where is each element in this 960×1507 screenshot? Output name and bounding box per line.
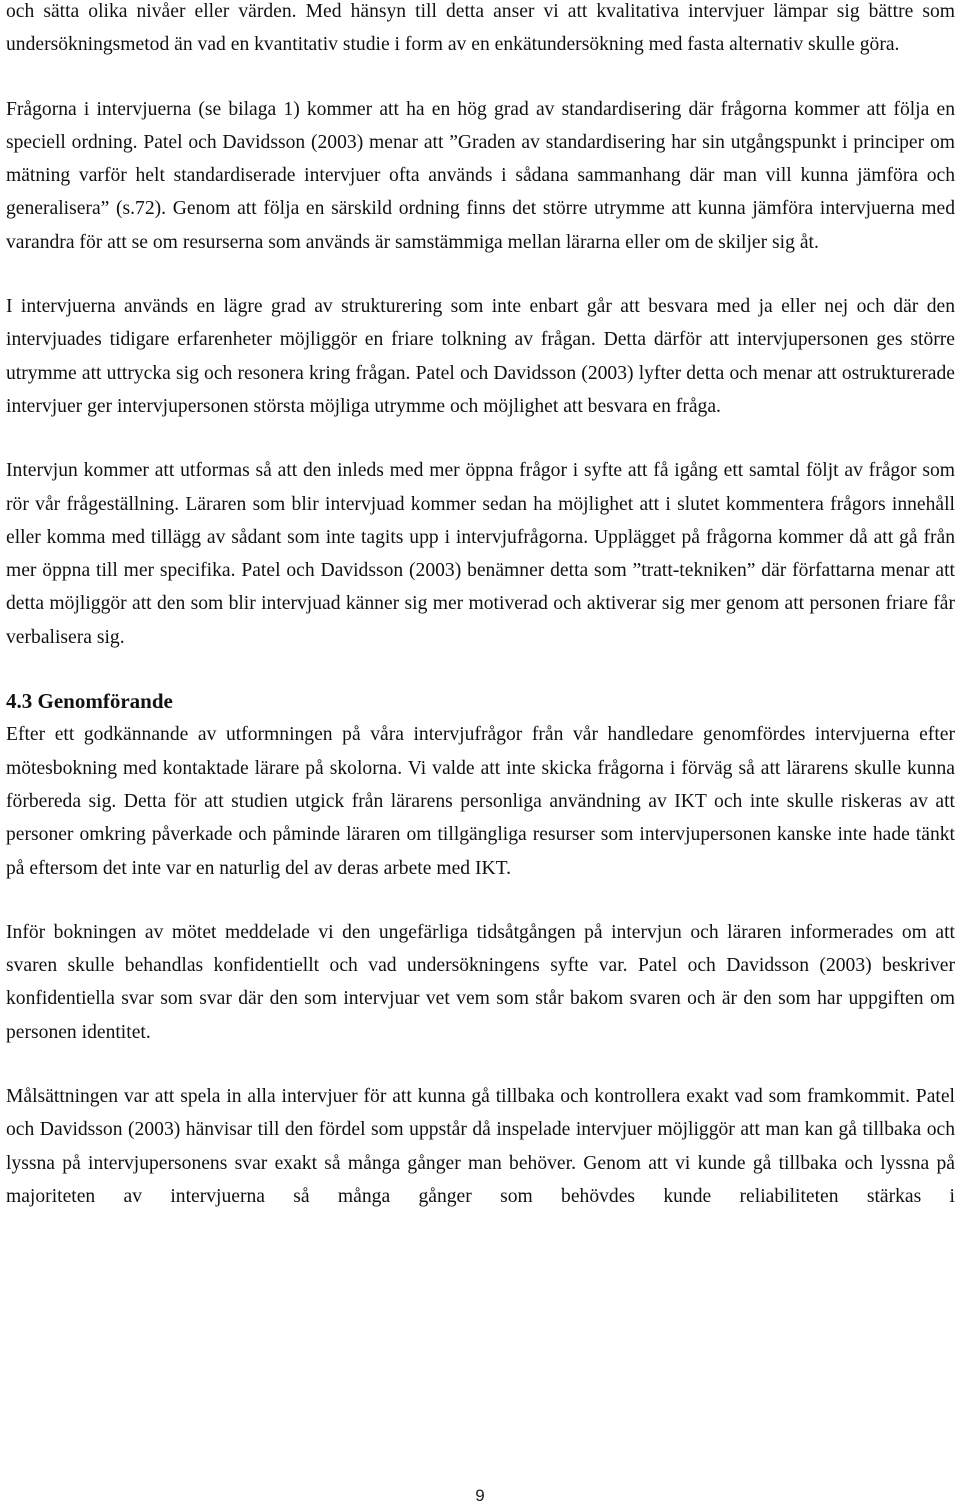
paragraph-gap [6, 1049, 955, 1080]
paragraph-bokning: Inför bokningen av mötet meddelade vi den ungefärliga tidsåtgången på intervjun och läraren informerades om att svaren skulle behandlas konfidentiellt och vad undersökningens syfte var. Patel och Davidsson (2003) beskriver konfidentiella svar som svar där den som intervjuar vet vem som står bakom svaren och är den som har uppgiften om personen identitet. [6, 921, 955, 1043]
document-page [6, 0, 955, 1213]
section-heading: 4.3 Genomförande [6, 689, 173, 714]
page-number: 9 [475, 1486, 485, 1505]
paragraph-gap [6, 654, 955, 685]
paragraph-tratt-tekniken: Intervjun kommer att utformas så att den inleds med mer öppna frågor i syfte att få igång ett samtal följt av frågor som rör vår frågeställning. Läraren som blir intervjuad kommer sedan ha möjlighet att i slutet kommentera frågors innehåll eller komma med tillägg av sådant som inte tagits upp i intervjufrågorna. Upplägget på frågorna kommer då att gå från mer öppna till mer specifika. Patel och Davidsson (2003) benämner detta som ”tratt-tekniken” där författarna menar att detta möjliggör att den som blir intervjuad känner sig mer motiverad och aktiverar sig mer genom att personen friare får verbalisera sig. [6, 460, 955, 648]
paragraph-malsattning: Målsättningen var att spela in alla intervjuer för att kunna gå tillbaka och kontrollera exakt vad som framkommit. Patel och Davidsson (2003) hänvisar till den fördel som uppstår då inspelade intervjuer möjliggör att man kan gå tillbaka och lyssna på intervjupersonens svar exakt så många gånger man behöver. Genom att vi kunde gå tillbaka och lyssna på majoriteten av intervjuerna så många gånger som behövdes kunde reliabiliteten stärkas i [6, 1086, 955, 1207]
paragraph-gap [6, 259, 955, 290]
paragraph-gap [6, 885, 955, 916]
paragraph-gap [6, 423, 955, 454]
paragraph-continuation: och sätta olika nivåer eller värden. Med hänsyn till detta anser vi att kvalitativa intervjuer lämpar sig bättre som undersökningsmetod än vad en kvantitativ studie i form av en enkätundersökning med fasta alternativ skulle göra. [6, 1, 955, 56]
paragraph-standardisering: Frågorna i intervjuerna (se bilaga 1) kommer att ha en hög grad av standardisering där frågorna kommer att följa en speciell ordning. Patel och Davidsson (2003) menar att ”Graden av standardisering har sin utgångspunkt i principer om mätning varför helt standardiserade intervjuer ofta används i sådana sammanhang där man vill kunna jämföra och generalisera” (s.72). Genom att följa en särskild ordning finns det större utrymme att kunna jämföra intervjuerna med varandra för att se om resurserna som används är samstämmiga mellan lärarna eller om de skiljer sig åt. [6, 98, 955, 253]
paragraph-gap [6, 62, 955, 93]
paragraph-strukturering: I intervjuerna används en lägre grad av strukturering som inte enbart går att besvara med ja eller nej och där den intervjuades tidigare erfarenheter möjliggör en friare tolkning av frågan. Detta därför att intervjupersonen ges större utrymme att uttrycka sig och resonera kring frågan. Patel och Davidsson (2003) lyfter detta och menar att ostrukturerade intervjuer ger intervjupersonen största möjliga utrymme och möjlighet att besvara en fråga. [6, 296, 955, 417]
paragraph-genomforande: Efter ett godkännande av utformningen på våra intervjufrågor från vår handledare genomfördes intervjuerna efter mötesbokning med kontaktade lärare på skolorna. Vi valde att inte skicka frågorna i förväg så att lärarens skulle kunna förbereda sig. Detta för att studien utgick från lärarens personliga användning av IKT och inte skulle riskeras av att personer omkring påverkade och påminde läraren om tillgängliga resurser som intervjupersonen kanske inte hade tänkt på eftersom det inte var en naturlig del av deras arbete med IKT. [6, 724, 955, 879]
